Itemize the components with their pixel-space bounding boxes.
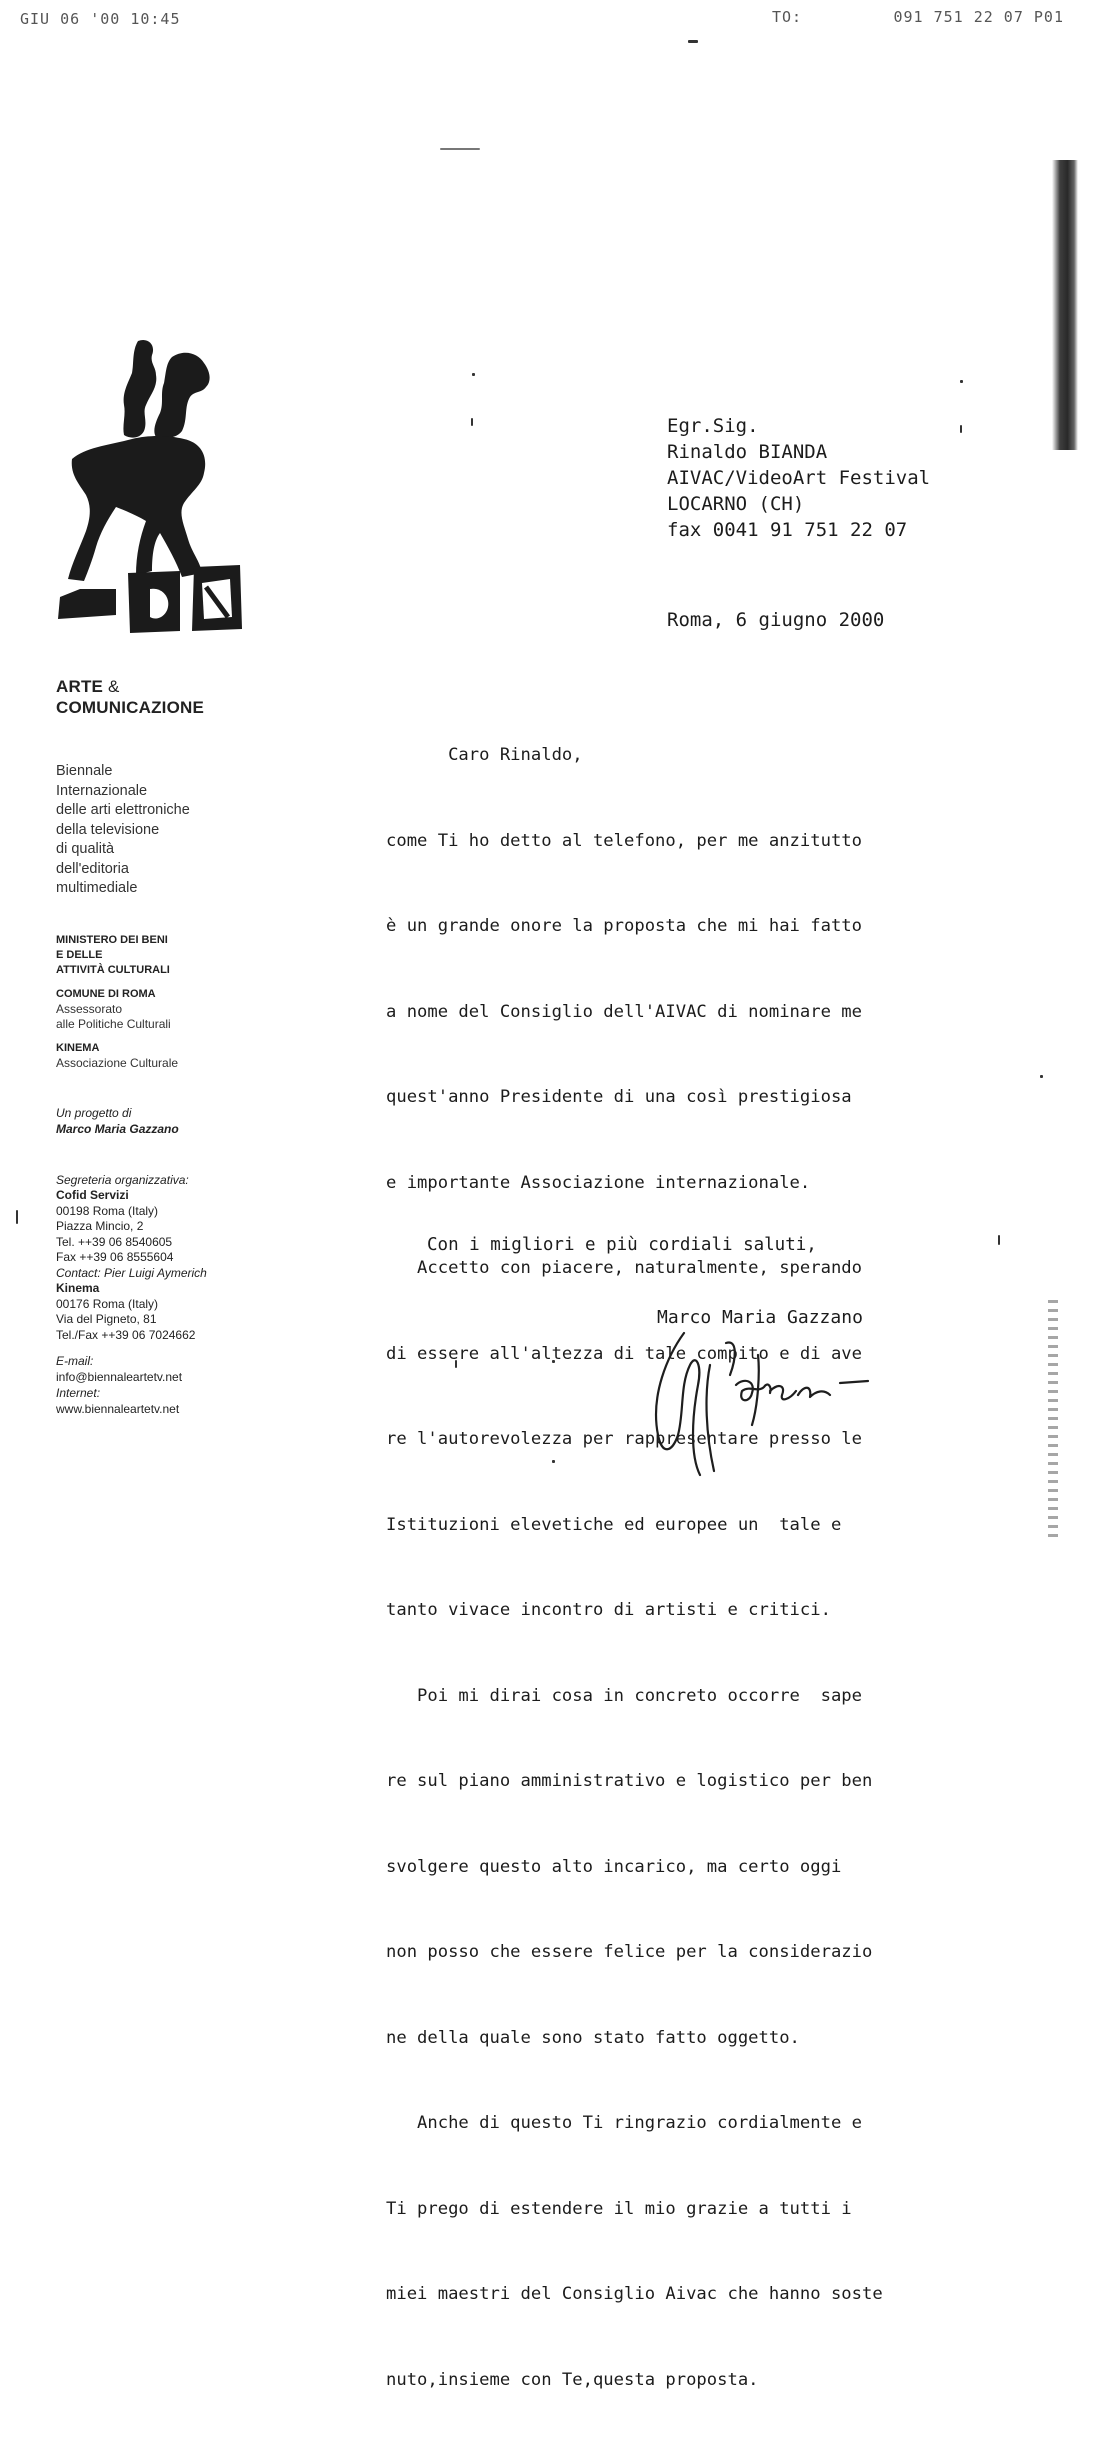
kinema-name: Kinema: [56, 1281, 100, 1295]
sponsor-comune-sub: Assessorato: [56, 1001, 123, 1016]
letter-line: come Ti ho detto al telefono, per me anzitutto: [386, 830, 862, 851]
letter-closing: Con i migliori e più cordiali saluti,: [427, 1235, 817, 1255]
recipient-address: [667, 413, 930, 543]
sponsor-list: [56, 933, 266, 1071]
letter-date: Roma, 6 giugno 2000: [667, 609, 885, 631]
biennale-line: dell'editoria: [56, 860, 129, 877]
letter-line: Anche di questo Ti ringrazio cordialmente e: [386, 2113, 862, 2133]
letter-line: a nome del Consiglio dell'AIVAC di nominare me: [386, 1001, 862, 1022]
website-address: www.biennaleartetv.net: [56, 1402, 180, 1416]
brand-ampersand: &: [108, 677, 120, 696]
kinema-address: 00176 Roma (Italy): [56, 1296, 159, 1311]
scan-edge-shadow: [1052, 160, 1078, 450]
recipient-city: LOCARNO (CH): [667, 493, 805, 515]
letter-line: è un grande onore la proposta che mi hai fatto: [386, 916, 862, 936]
scan-speck: [16, 1210, 18, 1224]
internet-label: Internet:: [56, 1386, 101, 1400]
fax-to-label: TO:: [772, 8, 803, 26]
brand-name: [56, 676, 266, 697]
cofid-address: Piazza Mincio, 2: [56, 1219, 144, 1233]
letter-line: miei maestri del Consiglio Aivac che hanno soste: [386, 2284, 883, 2304]
letter-line: svolgere questo alto incarico, ma certo oggi: [386, 1856, 842, 1877]
sponsor-ministero: ATTIVITÀ CULTURALI: [56, 963, 170, 976]
biennale-line: della televisione: [56, 821, 160, 838]
brand-word-arte: ARTE: [56, 677, 104, 696]
organization-sidebar: [56, 676, 266, 1417]
letter-line: ne della quale sono stato fatto oggetto.: [386, 2027, 800, 2048]
equestrian-statue-icon: [52, 335, 252, 635]
kinema-address: Via del Pigneto, 81: [56, 1312, 157, 1326]
scan-speck: [960, 380, 963, 383]
letter-line: Accetto con piacere, naturalmente, sperando: [386, 1258, 862, 1278]
signatory-name: Marco Maria Gazzano: [657, 1307, 863, 1328]
sponsor-ministero: MINISTERO DEI BENI: [56, 933, 168, 946]
fax-number: 091 751 22 07 P01: [893, 8, 1064, 26]
cofid-phone: Tel. ++39 06 8540605: [56, 1234, 173, 1249]
biennale-line: delle arti elettroniche: [56, 802, 190, 818]
letter-line: Caro Rinaldo,: [386, 745, 583, 765]
kinema-phone: Tel./Fax ++39 06 7024662: [56, 1327, 196, 1342]
recipient-name: Rinaldo BIANDA: [667, 441, 828, 463]
letter-line: Ti prego di estendere il mio grazie a tutti i: [386, 2198, 852, 2219]
scan-speck: [472, 373, 475, 376]
project-credit: [56, 1105, 266, 1137]
email-address: info@biennaleartetv.net: [56, 1370, 183, 1384]
scan-speck: [1040, 1075, 1043, 1078]
letter-line: re sul piano amministrativo e logistico per ben: [386, 1771, 873, 1791]
recipient-organization: AIVAC/VideoArt Festival: [667, 467, 931, 489]
email-label: E-mail:: [56, 1354, 94, 1368]
letter-line: quest'anno Presidente di una così prestigiosa: [386, 1087, 852, 1107]
biennale-line: Biennale: [56, 763, 113, 779]
sponsor-ministero: E DELLE: [56, 948, 103, 961]
fax-timestamp: GIU 06 '00 10:45: [20, 10, 181, 28]
letter-line: re l'autorevolezza per rappresentare presso le: [386, 1429, 862, 1449]
project-author: Marco Maria Gazzano: [56, 1121, 179, 1136]
letter-line: tanto vivace incontro di artisti e critici.: [386, 1600, 831, 1620]
cofid-name: Cofid Servizi: [56, 1188, 129, 1202]
sponsor-comune: COMUNE DI ROMA: [56, 987, 156, 1000]
scan-speck: [440, 148, 480, 150]
letter-line: di essere all'altezza di tale compito e di ave: [386, 1343, 862, 1364]
brand-word-comunicazione: COMUNICAZIONE: [56, 698, 205, 717]
cofid-contact: Contact: Pier Luigi Aymerich: [56, 1265, 207, 1280]
scan-speck: [471, 418, 473, 426]
sponsor-kinema-sub: Associazione Culturale: [56, 1055, 179, 1070]
biennale-line: Internazionale: [56, 782, 148, 799]
secretariat-contacts: [56, 1173, 266, 1344]
recipient-salutation: Egr.Sig.: [667, 415, 759, 437]
biennale-description: [56, 762, 266, 899]
letter-line: non posso che essere felice per la considerazio: [386, 1942, 873, 1962]
scan-speck: [960, 425, 962, 433]
project-label: Un progetto di: [56, 1105, 132, 1120]
letter-line: Poi mi dirai cosa in concreto occorre sape: [386, 1685, 862, 1706]
letter-body: [386, 684, 1026, 2451]
letter-line: e importante Associazione internazionale.: [386, 1172, 811, 1193]
letter-line: Istituzioni elevetiche ed europee un tale e: [386, 1514, 842, 1535]
secretariat-label: Segreteria organizzativa:: [56, 1172, 189, 1187]
cofid-address: 00198 Roma (Italy): [56, 1203, 159, 1218]
biennale-line: multimediale: [56, 880, 138, 896]
biennale-line: di qualità: [56, 841, 115, 857]
web-contacts: [56, 1353, 266, 1417]
scan-speck: [688, 40, 698, 43]
handwritten-signature: [640, 1325, 890, 1485]
recipient-fax: fax 0041 91 751 22 07: [667, 519, 908, 541]
scan-edge-noise: [1048, 1300, 1058, 1540]
sponsor-kinema: KINEMA: [56, 1041, 100, 1054]
letter-line: nuto,insieme con Te,questa proposta.: [386, 2369, 759, 2390]
sponsor-comune-sub: alle Politiche Culturali: [56, 1016, 171, 1031]
cofid-fax: Fax ++39 06 8555604: [56, 1250, 174, 1264]
fax-header: [20, 8, 1064, 32]
